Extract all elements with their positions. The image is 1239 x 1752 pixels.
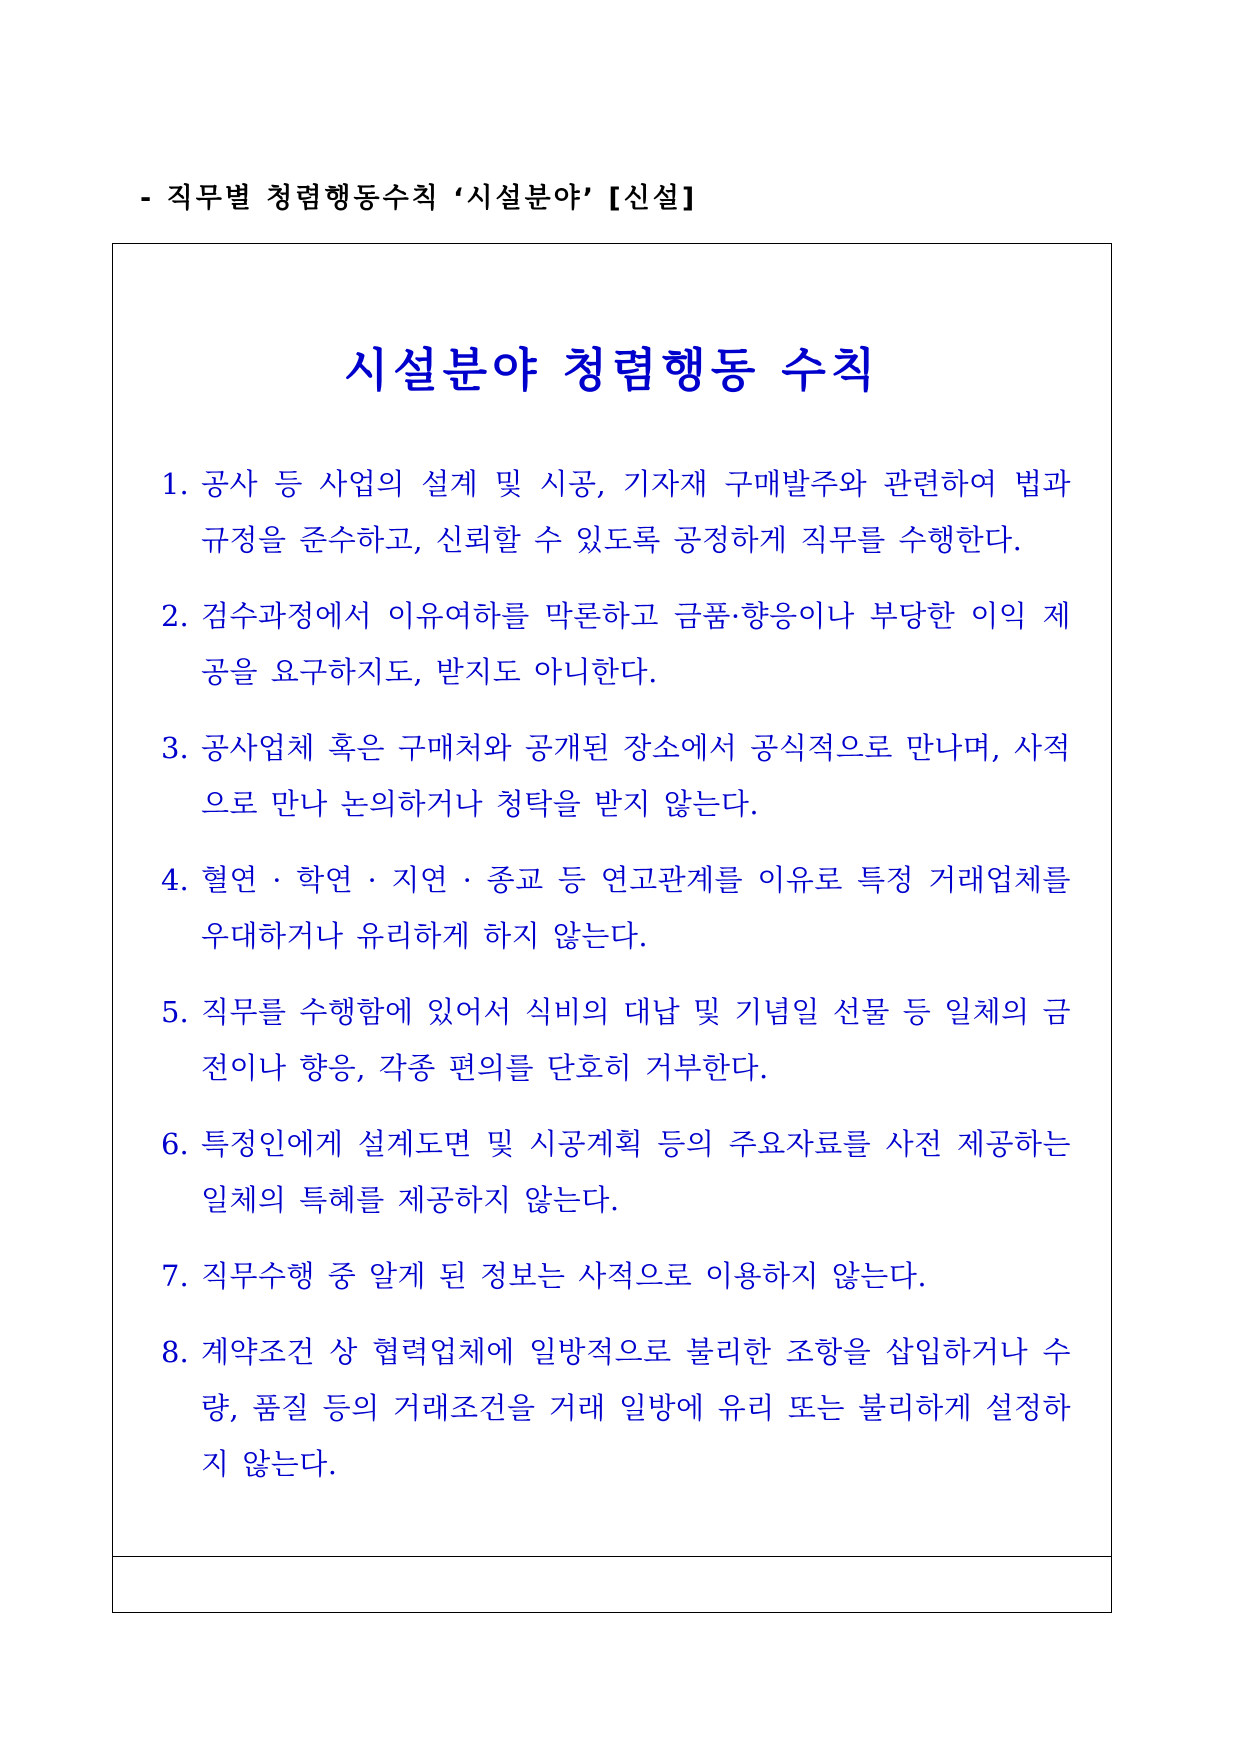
rule-text: 직무수행 중 알게 된 정보는 사적으로 이용하지 않는다.	[201, 1259, 928, 1293]
code-of-conduct-box	[112, 243, 1112, 1613]
rule-item-6	[161, 1116, 1071, 1228]
rule-text: 특정인에게 설계도면 및 시공계획 등의 주요자료를 사전 제공하는 일체의 특혜를 제공하지 않는다.	[201, 1127, 1071, 1217]
rule-item-8	[161, 1324, 1071, 1492]
rule-number: 8.	[161, 1335, 189, 1369]
rule-text: 검수과정에서 이유여하를 막론하고 금품·향응이나 부당한 이익 제공을 요구하지도, 받지도 아니한다.	[201, 599, 1071, 689]
rule-item-1	[161, 456, 1071, 568]
rule-item-5	[161, 984, 1071, 1096]
rule-item-4	[161, 852, 1071, 964]
rule-item-3	[161, 720, 1071, 832]
rules-list	[161, 456, 1071, 1512]
rule-text: 혈연 · 학연 · 지연 · 종교 등 연고관계를 이유로 특정 거래업체를 우대하거나 유리하게 하지 않는다.	[201, 863, 1071, 953]
rule-number: 6.	[161, 1127, 189, 1161]
rule-number: 5.	[161, 995, 189, 1029]
rule-text: 직무를 수행함에 있어서 식비의 대납 및 기념일 선물 등 일체의 금전이나 향응, 각종 편의를 단호히 거부한다.	[201, 995, 1071, 1085]
rule-number: 7.	[161, 1259, 189, 1293]
rule-number: 3.	[161, 731, 189, 765]
section-heading: - 직무별 청렴행동수칙 ‘시설분야’ [신설]	[140, 183, 698, 214]
box-divider	[113, 1556, 1111, 1557]
rule-number: 2.	[161, 599, 189, 633]
rule-text: 계약조건 상 협력업체에 일방적으로 불리한 조항을 삽입하거나 수량, 품질 등의 거래조건을 거래 일방에 유리 또는 불리하게 설정하지 않는다.	[201, 1335, 1071, 1481]
rule-text: 공사업체 혹은 구매처와 공개된 장소에서 공식적으로 만나며, 사적으로 만나 논의하거나 청탁을 받지 않는다.	[201, 731, 1071, 821]
rule-text: 공사 등 사업의 설계 및 시공, 기자재 구매발주와 관련하여 법과 규정을 준수하고, 신뢰할 수 있도록 공정하게 직무를 수행한다.	[201, 467, 1071, 557]
rule-item-7	[161, 1248, 1071, 1304]
rule-number: 4.	[161, 863, 189, 897]
rule-number: 1.	[161, 467, 189, 501]
box-title: 시설분야 청렴행동 수칙	[343, 343, 881, 397]
rule-item-2	[161, 588, 1071, 700]
